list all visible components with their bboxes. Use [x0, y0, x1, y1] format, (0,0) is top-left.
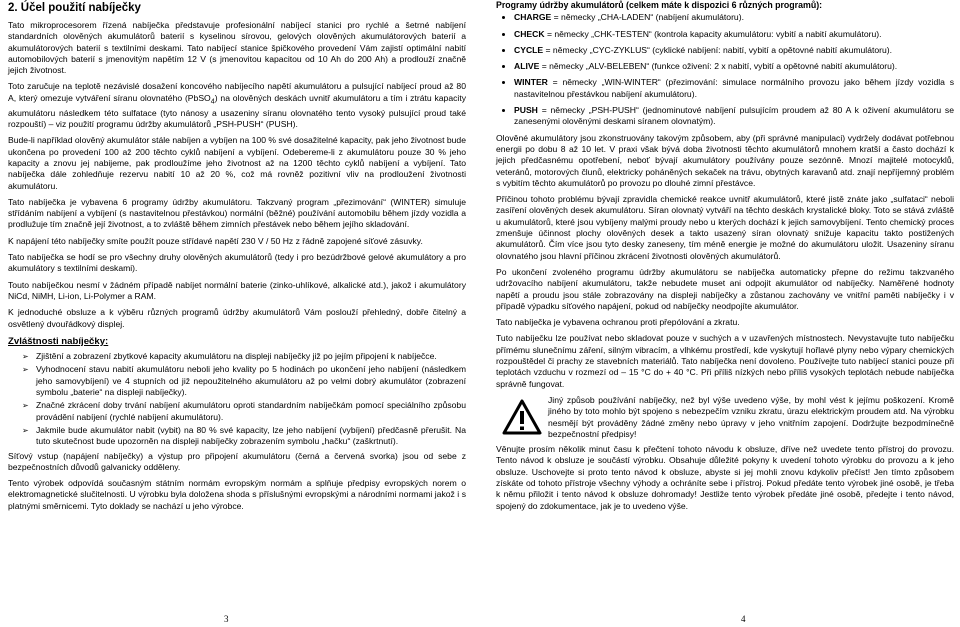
protection-paragraph: Tato nabíječka je vybavena ochranou proti přepólování a zkratu. — [496, 317, 740, 328]
warning-text: Jiný způsob používání nabíječky, než byl výše uvedeno výše, by mohl vést k jejímu poškození. Kromě jiného by toto mohlo být spojeno s nebezpečím vzniku zkratu, úrazu elektrickým proudem atd. Na výrobku nesmějí být prováděny žádné změny nebo úpravy v jeho vnitřním zapojení. Dodržujte bezpodmínečně bezpečnostní předpisy! — [548, 394, 954, 439]
page-number-right: 4 — [741, 614, 746, 624]
programs-list — [496, 12, 954, 127]
left-column — [8, 0, 466, 517]
feature-item: ➢ Zjištění a zobrazení zbytkové kapacity akumulátoru na displeji nabíječky již po jejím připojení k nabíječce. — [36, 351, 466, 362]
warning-block — [496, 395, 954, 440]
features-list — [8, 351, 466, 447]
programs-heading: Programy údržby akumulátorů (celkem máte k dispozici 6 různých programů): — [496, 0, 823, 10]
power-paragraph: K napájení této nabíječky smíte použít pouze střídavé napětí 230 V / 50 Hz z řádně zapojené síťové zásuvky. — [8, 235, 423, 246]
conformity-paragraph: Tento výrobek odpovídá současným státním normám evropským normám a splňuje předpisy evropských norem o elektromagnetické slučitelnosti. U výrobku byla doložena shoda s příslušnými evropskými a národními normami jakož i s platnými směrnicemi. Tyto doklady se nachází u jeho výrobce. — [8, 478, 466, 511]
program-item: • PUSH = německy „PSH-PUSH“ (jednominutové nabíjení pulsujícím proudem až 80 A k oživení akumulátoru se zanesenými olověnými deskami síranem olovnatým). — [514, 105, 954, 128]
intro-paragraph: Tato mikroprocesorem řízená nabíječka představuje profesionální nabíjecí stanici pro rychlé a šetrné nabíjení standardních olověných akumulátorů baterií s kyselinou sírovou, gelových olověných akumulátorových baterií a akumulátorových baterií s textilními deskami. Tato nabíjecí stanice špičkového provedení Vám zajistí optimální nabití automobilových baterií s jmenovitým napětím 12 V (s jmenovitou kapacitou od 10 Ah do 200 Ah) a prodlouží značně jejich životnost. — [8, 20, 466, 76]
right-column — [496, 0, 954, 517]
feature-item: ➢ Vyhodnocení stavu nabití akumulátoru neboli jeho kvality po 5 hodinách po ukončení jeho nabíjení (následkem jeho samovybíjení) ve 4 stupních od již nepoužitelného akumulátoru až po velmi dobrý akumulátor (zobrazení symbolu „baterie“ na displeji nabíječky). — [36, 364, 466, 398]
manual-paragraph: Věnujte prosím několik minut času k přečtení tohoto návodu k obsluze, dříve než uvedete tento přístroj do provozu. Tento návod k obsluze je součástí výrobku. Obsahuje důležité pokyny k uvedení tohoto výrobku do provozu a k jeho obsluze. Uschovejte si proto tento návod k obsluze, abyste si jej mohli znovu kdykoliv přečíst! Jen tímto způsobem získáte od tohoto přístroje všechny výhody a ochráníte sebe i přístroj. Pokud předáte tento výrobek jiné osobě, je třeba k němu přiložit i tento návod k obsluze dohromady! Jestliže tento výrobek předáte jiné osobě, předejte i tento návod, spojený do zdokumentace, jak je to uvedeno výše. — [496, 444, 954, 511]
forbidden-batteries-paragraph: Touto nabíječkou nesmí v žádném případě nabíjet normální baterie (zinko-uhlíkové, alkalické atd.), jakož i akumulátory NiCd, NiMH, Li-ion, Li-Polymer a RAM. — [8, 279, 466, 301]
program-item: • CHARGE = německy „CHA-LADEN“ (nabíjení akumulátoru). — [514, 12, 954, 23]
isolation-paragraph: Síťový vstup (napájení nabíječky) a výstup pro připojení akumulátoru (černá a červená svorka) jsou od sebe z bezpečnostních důvodů galvanicky odděleny. — [8, 450, 466, 472]
lifetime-paragraph: Bude-li například olověný akumulátor stále nabíjen a vybíjen na 100 % své dosažitelné kapacity, pak jeho životnost bude ukončena po provedení 100 až 200 těchto cyklů nabíjení a vybíjení. Odebereme-li z akumulátoru pouze 30 % jeho kapacity a znovu jej nabijeme, pak prodloužíme jeho životnost až na 1200 těchto cyklů nabíjení a vybíjení. Tato nabíječka dále zohledňuje rezervu nabití 10 až 20 %, což má rovněž pozitivní vliv na prodloužení životnosti akumulátoru. — [8, 135, 466, 191]
environment-paragraph: Tuto nabíječku lze používat nebo skladovat pouze v suchých a v uzavřených místnostech. Nevystavujte tuto nabíječku přímému slunečnímu záření, silným vibracím, a vlhkému prostředí, kde vyskytují hořlavé plyny nebo výpary chemických rozpouštědel či prachy ze stavebních materiálů. Tato nabíječka není dovoleno. Používejte tuto nabíjecí stanici pouze při teplotách vzduchu v rozmezí od – 15 °C do + 40 °C. Při příliš nízkých nebo příliš vysokých teplotách nebude nabíječka správně fungovat. — [496, 333, 954, 389]
program-item: • WINTER = německy „WIN-WINTER“ (přezimování: simulace normálního provozu jako během jízdy vozidla s nastavitelnou přestávkou nabíjení akumulátoru). — [514, 77, 954, 100]
sulfation-cause-paragraph: Příčinou tohoto problému bývají zpravidla chemické reakce uvnitř akumulátorů, které jistě znáte jako „sulfataci“ neboli zasíření olověných desek akumulátoru. Síran olovnatý vytváří na těchto deskách krystalické bloky. Toto se stává zvláště u akumulátorů, které jsou vybíjeny malými proudy nebo u kterých dochází k jejich samovybíjení. Tento chemický proces zmenšuje účinnost plochy olověných desek a takto usazený síran olovnatý snižuje kapacitu takto postižených akumulátorů. Čím více jsou tyto desky zaneseny, tím méně energie je možné do akumulátoru uložit. Usazeniny síranu olovnatého jsou hlavní příčinou zkrácení životnosti olověných akumulátorů. — [496, 194, 954, 261]
battery-types-paragraph: Tato nabíječka se hodí se pro všechny druhy olověných akumulátorů (tedy i pro bezúdržbové gelové akumulátory a pro akumulátory s textilními deskami). — [8, 252, 466, 274]
warning-triangle-icon — [496, 395, 548, 435]
sulfation-paragraph: Toto zaručuje na teplotě nezávislé dosažení koncového nabíjecího napětí akumulátoru a pulsující nabíjecí proud až 80 A, který omezuje vytváření síranu olovnatého (PbSO$_4$) na olověných deskách uvnitř akumulátoru a tím i ztrátu kapacity akumulátoru následkem této sulfatace (tyto nánosy a usazeniny síranu olovnatého tento vysoký pulsující proud také rozpouští) – viz použití programu údržby akumulátorů „PSH-PUSH“ (PUSH). — [8, 81, 467, 130]
section-heading: 2. Účel použití nabíječky — [8, 2, 141, 14]
lead-battery-paragraph: Olověné akumulátory jsou zkonstruovány takovým způsobem, aby (při správné manipulaci) vydržely dodávat potřebnou energii po dobu 8 až 10 let. V praxi však bývá doba životnosti těchto akumulátorů mnohem kratší a často dochází k jejich předčasnému opotřebení, neboť bývají akumulátory používány pouze sezónně. Mnozí majitelé motocyklů, veteránů, motorových člunů, elektricky poháněných sekaček na trávu, obytných karavanů atd. znají nepříjemný problém s vybitím těchto akumulátorů po provozu po dlouhé zimní přestávce. — [496, 132, 954, 188]
features-heading: Zvláštnosti nabíječky: — [8, 335, 109, 347]
program-item: • ALIVE = německy „ALV-BELEBEN“ (funkce oživení: 2 x nabití, vybití a opětovné nabití akumulátoru). — [514, 61, 954, 72]
page-number-left: 3 — [224, 614, 229, 624]
programs-paragraph: Tato nabíječka je vybavena 6 programy údržby akumulátoru. Takzvaný program „přezimování“ (WINTER) simuluje střídáním nabíjení a vybíjení (s nastavitelnou přestávkou) normální (běžné) používání automobilu během jízdy vozidla a prodlužuje tím značně její životnost, a to zvláště během zimních přestávek nebo během jejího skladování. — [8, 196, 466, 230]
trickle-charge-paragraph: Po ukončení zvoleného programu údržby akumulátoru se nabíječka automaticky přepne do režimu takzvaného udržovacího nabíjení akumulátoru, takže nebudete muset ani odpojit akumulátor od nabíječky. Naměřené hodnoty napětí a proudu jsou stále zobrazovány na displeji nabíječky a zůstanou zachovány ve vnitřní paměti nabíječky i v případě výpadku síťového napájení, pokud od nabíječky neodpojíte akumulátor. — [496, 266, 954, 311]
program-item: • CHECK = německy „CHK-TESTEN“ (kontrola kapacity akumulátoru: vybití a nabití akumulátoru). — [514, 29, 954, 40]
feature-item: ➢ Jakmile bude akumulátor nabit (vybit) na 80 % své kapacity, lze jeho nabíjení (vybíjení) předčasně přerušit. Na tuto skutečnost bude upozorněn na displeji nabíječky zobrazením symbolu „hačku“ (zaškrtnutí). — [36, 425, 466, 448]
program-item: • CYCLE = německy „CYC-ZYKLUS“ (cyklické nabíjení: nabití, vybití a opětovné nabití akumulátoru). — [514, 45, 954, 56]
display-paragraph: K jednoduché obsluze a k výběru různých programů údržby akumulátorů Vám poslouží přehledný, dobře čitelný a osvětlený dvouřádkový displej. — [8, 307, 466, 329]
feature-item: ➢ Značné zkrácení doby trvání nabíjení akumulátoru oproti standardním nabíječkám pomocí speciálního způsobu provádění nabíjení (rychlé nabíjení akumulátoru). — [36, 400, 466, 423]
